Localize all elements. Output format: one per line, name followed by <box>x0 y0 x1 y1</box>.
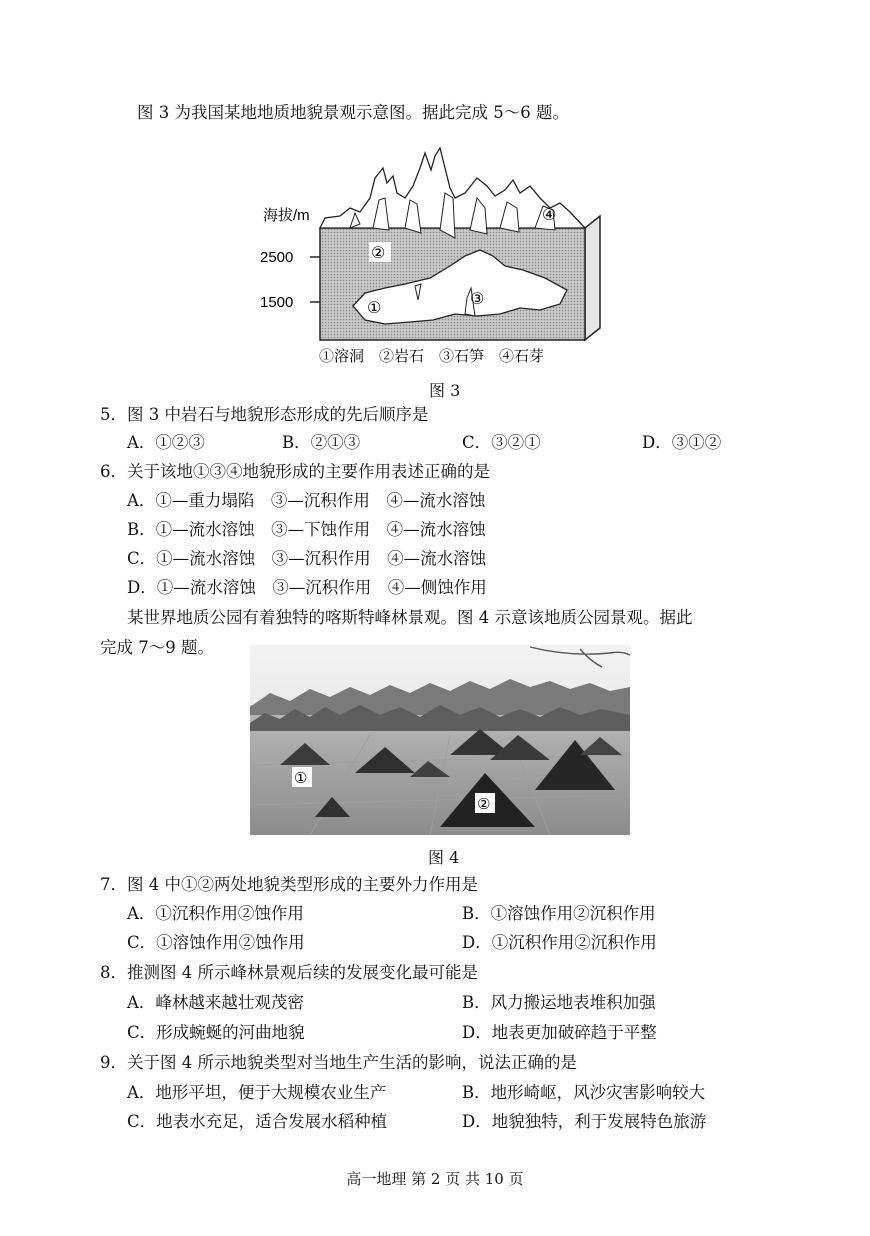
fig4-marker-2: ② <box>477 795 491 813</box>
q7-option-a[interactable]: A．①沉积作用②蚀作用 <box>127 904 304 923</box>
tick-1500: 1500 <box>260 294 294 311</box>
intro-fig4-line2: 完成 7～9 题。 <box>100 638 214 657</box>
q5-stem: 5．图 3 中岩石与地貌形态形成的先后顺序是 <box>100 405 429 424</box>
marker-4: ④ <box>542 205 557 224</box>
q8-option-a[interactable]: A．峰林越来越壮观茂密 <box>127 993 304 1012</box>
q5-option-c[interactable]: C．③②① <box>462 433 541 452</box>
page-footer: 高一地理 第 2 页 共 10 页 <box>346 1170 524 1188</box>
q6-option-d[interactable]: D．①—流水溶蚀 ③—沉积作用 ④—侧蚀作用 <box>127 578 487 597</box>
q5-option-a[interactable]: A．①②③ <box>127 433 205 452</box>
q9-option-a[interactable]: A．地形平坦，便于大规模农业生产 <box>127 1083 387 1102</box>
marker-2: ② <box>371 243 386 262</box>
fig4-marker-1: ① <box>294 769 308 787</box>
figure-4-photo <box>250 645 630 835</box>
q9-option-d[interactable]: D．地貌独特，利于发展特色旅游 <box>462 1112 707 1131</box>
q8-stem: 8．推测图 4 所示峰林景观后续的发展变化最可能是 <box>100 963 478 982</box>
marker-3: ③ <box>470 289 485 308</box>
q6-stem: 6．关于该地①③④地貌形成的主要作用表述正确的是 <box>100 462 490 481</box>
q7-stem: 7．图 4 中①②两处地貌类型形成的主要外力作用是 <box>100 875 478 894</box>
q6-option-b[interactable]: B．①—流水溶蚀 ③—下蚀作用 ④—流水溶蚀 <box>127 520 486 539</box>
q9-stem: 9．关于图 4 所示地貌类型对当地生产生活的影响，说法正确的是 <box>100 1053 577 1072</box>
marker-1: ① <box>367 298 382 317</box>
q7-option-b[interactable]: B．①溶蚀作用②沉积作用 <box>462 904 656 923</box>
figure-3-diagram <box>255 138 610 370</box>
fig4-caption: 图 4 <box>428 848 460 867</box>
q6-option-a[interactable]: A．①—重力塌陷 ③—沉积作用 ④—流水溶蚀 <box>127 491 486 510</box>
q8-option-c[interactable]: C．形成蜿蜒的河曲地貌 <box>127 1023 305 1042</box>
q8-option-d[interactable]: D．地表更加破碎趋于平整 <box>462 1023 657 1042</box>
q5-option-b[interactable]: B．②①③ <box>282 433 361 452</box>
fig3-legend: ①溶洞 ②岩石 ③石笋 ④石芽 <box>319 347 545 365</box>
q5-option-d[interactable]: D．③①② <box>642 433 722 452</box>
q6-option-c[interactable]: C．①—流水溶蚀 ③—沉积作用 ④—流水溶蚀 <box>127 549 487 568</box>
intro-fig3: 图 3 为我国某地地质地貌景观示意图。据此完成 5～6 题。 <box>137 103 569 122</box>
fig3-caption: 图 3 <box>429 381 461 400</box>
q9-option-c[interactable]: C．地表水充足，适合发展水稻种植 <box>127 1112 388 1131</box>
y-axis-label: 海拔/m <box>263 207 310 224</box>
intro-fig4-line1: 某世界地质公园有着独特的喀斯特峰林景观。图 4 示意该地质公园景观。据此 <box>127 608 693 627</box>
q8-option-b[interactable]: B．风力搬运地表堆积加强 <box>462 993 656 1012</box>
q7-option-d[interactable]: D．①沉积作用②沉积作用 <box>462 933 657 952</box>
tick-2500: 2500 <box>260 249 294 266</box>
q9-option-b[interactable]: B．地形崎岖，风沙灾害影响较大 <box>462 1083 706 1102</box>
q7-option-c[interactable]: C．①溶蚀作用②蚀作用 <box>127 933 305 952</box>
